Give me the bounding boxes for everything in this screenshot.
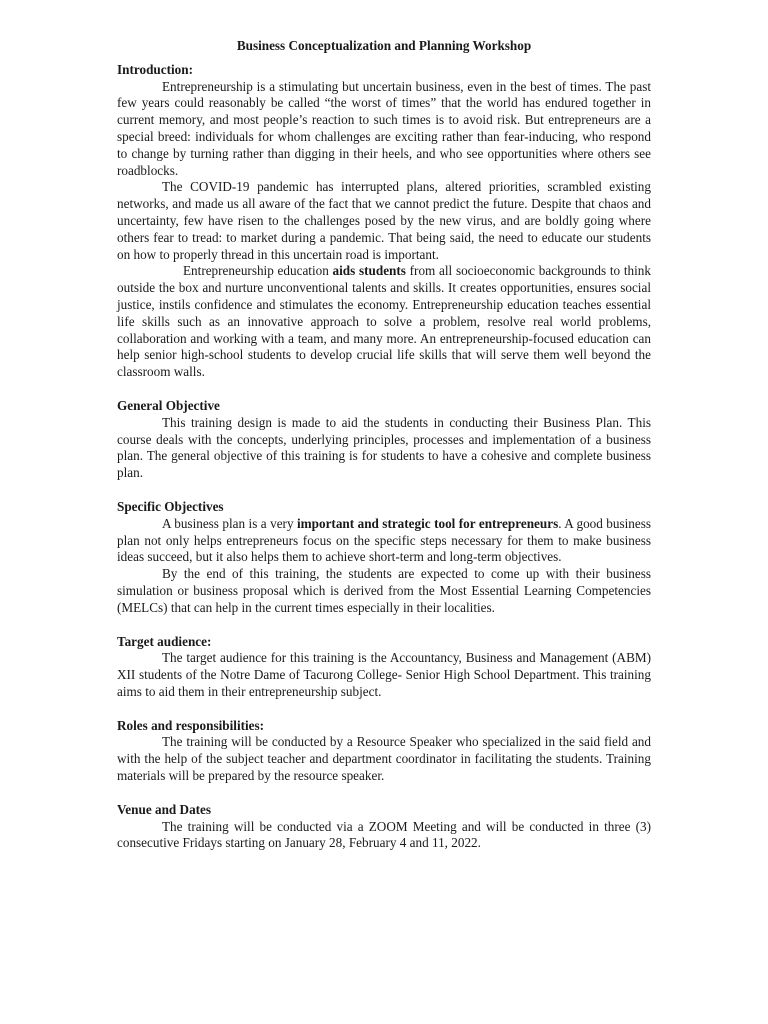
target-audience-section [117,634,651,701]
venue-heading: Venue and Dates [117,801,212,817]
spec-p1-post: . A good business plan not only helps entrepreneurs focus on the specific steps necessary for them to make business ideas succeed, but it also helps them to achieve short-term and long-term objectives. [117,515,651,565]
venue-section [117,802,651,852]
specific-objectives-paragraph-2: By the end of this training, the students are expected to come up with their business simulation or business proposal which is derived from the Most Essential Learning Competencies (MELCs) that can help in the current times especially in their localities. [117,566,651,615]
specific-objectives-section [117,499,651,617]
introduction-heading: Introduction: [117,61,193,77]
introduction-paragraph-1: Entrepreneurship is a stimulating but uncertain business, even in the best of times. The past few years could reasonably be called “the worst of times” that the world has endured together in current memory, and most people’s reaction to such times is to avoid risk. But entrepreneurs are a special breed: individuals for whom challenges are exciting rather than fear-inducing, who respond to change by turning rather than digging in their heels, and who see opportunities where others see roadblocks. [117,78,651,178]
target-audience-paragraph: The target audience for this training is the Accountancy, Business and Management (ABM) XII students of the Notre Dame of Tacurong College- Senior High School Department. This training aims to aid them in their entrepreneurship subject. [117,650,651,699]
general-objective-heading: General Objective [117,397,220,413]
spec-p1-pre: A business plan is a very [162,515,297,531]
general-objective-paragraph: This training design is made to aid the students in conducting their Business Plan. This course deals with the concepts, underlying principles, processes and implementation of a business plan. The general objective of this training is for students to have a cohesive and complete business plan. [117,414,651,481]
intro-p3-bold: aids students [332,263,406,279]
roles-section [117,718,651,785]
intro-p3-pre: Entrepreneurship education [183,263,333,279]
introduction-section [117,62,651,381]
spec-p1-bold: important and strategic tool for entrepreneurs [297,515,559,531]
introduction-paragraph-3 [117,263,651,381]
specific-objectives-heading: Specific Objectives [117,498,224,514]
roles-paragraph: The training will be conducted by a Resource Speaker who specialized in the said field and with the help of the subject teacher and department coordinator in facilitating the students. Training materials will be prepared by the resource speaker. [117,734,651,784]
roles-heading: Roles and responsibilities: [117,717,265,733]
document-page [117,38,651,852]
target-audience-heading: Target audience: [117,633,212,649]
general-objective-section [117,398,651,482]
document-title: Business Conceptualization and Planning Workshop [236,38,532,53]
intro-p3-post: from all socioeconomic backgrounds to think outside the box and nurture unconventional talents and skills. It creates opportunities, ensures social justice, instils confidence and stimulates the economy. Entrepreneurship education teaches essential life skills such as an innovative approach to solve a problem, resolve real world problems, collaboration and working with a team, and many more. An entrepreneurship-focused education can help senior high-school students to develop crucial life skills that will serve them well beyond the classroom walls. [117,263,651,380]
specific-objectives-paragraph-1 [117,516,651,566]
venue-paragraph: The training will be conducted via a ZOOM Meeting and will be conducted in three (3) consecutive Fridays starting on January 28, February 4 and 11, 2022. [117,818,651,851]
introduction-paragraph-2: The COVID-19 pandemic has interrupted plans, altered priorities, scrambled existing networks, and made us all aware of the fact that we cannot predict the future. Despite that chaos and uncertainty, few have risen to the challenges posed by the new virus, and are boldly going where others fear to tread: to market during a pandemic. That being said, the need to educate our students on how to properly thread in this uncertain road is important. [117,179,651,262]
